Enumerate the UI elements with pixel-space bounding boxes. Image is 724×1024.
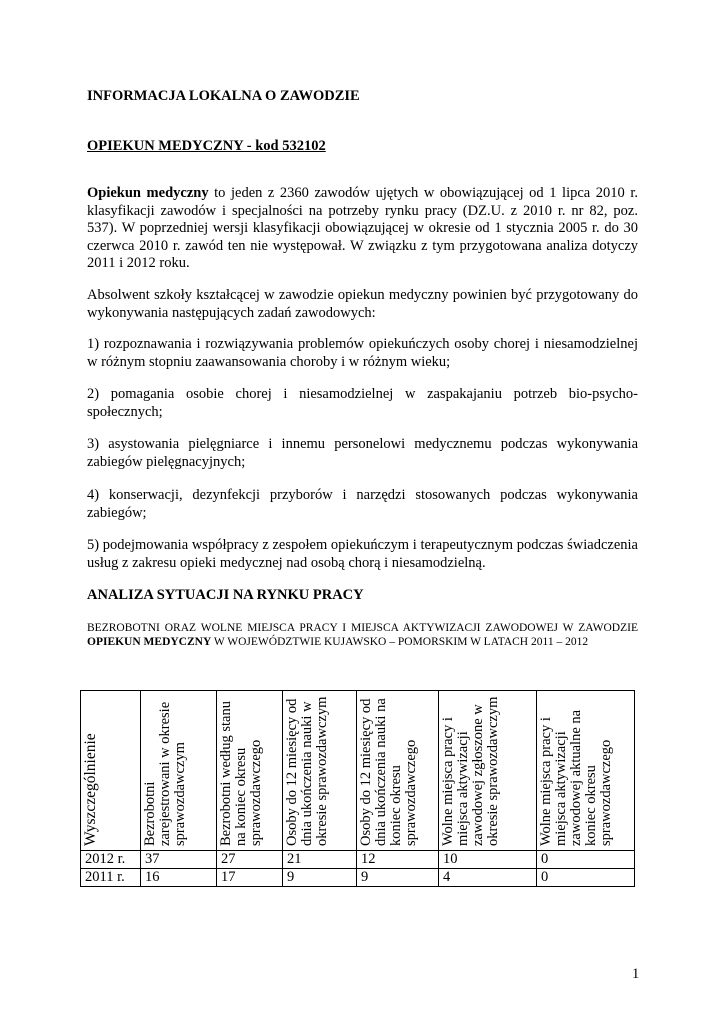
table-cell: 2012 r. (81, 851, 141, 869)
header-cell: Wolne miejsca pracy i miejsca aktywizacji zawodowej aktualne na koniec okresu sprawozdawczego (538, 709, 614, 846)
header-cell: Bezrobotni według stanu na koniec okresu sprawozdawczego (218, 701, 264, 846)
table-row (81, 869, 635, 887)
intro-text: to jeden z 2360 zawodów ujętych w obowiązującej od 1 lipca 2010 r. klasyfikacji zawodów i specjalności na potrzeby rynku pracy (DZ.U. z 2010 r. nr 82, poz. 537). W poprzedniej wersji klasyfikacji obowiązującej w okresie od 1 stycznia 2005 r. do 30 czerwca 2010 r. zawód ten nie występował. W związku z tym przygotowana analiza dotyczy 2011 i 2012 roku. (87, 185, 638, 271)
table-cell: 12 (357, 851, 439, 869)
table-cell: 9 (283, 869, 357, 887)
analysis-heading: ANALIZA SYTUACJI NA RYNKU PRACY (87, 587, 364, 603)
table-caption-a: BEZROBOTNI ORAZ WOLNE MIEJSCA PRACY I MIEJSCA AKTYWIZACJI ZAWODOWEJ W ZAWODZIE (87, 622, 638, 634)
labour-market-table (80, 690, 635, 887)
table-cell: 4 (439, 869, 537, 887)
table-cell: 37 (141, 851, 217, 869)
paragraph-2: Absolwent szkoły kształcącej w zawodzie opiekun medyczny powinien być przygotowany do wykonywania następujących zadań zawodowych: (87, 287, 638, 321)
table-row (81, 851, 635, 869)
page-number: 1 (632, 966, 640, 982)
task-4: 4) konserwacji, dezynfekcji przyborów i narzędzi stosowanych podczas wykonywania zabiegów; (87, 487, 638, 521)
intro-bold: Opiekun medyczny (87, 185, 209, 201)
header-cell: Wolne miejsca pracy i miejsca aktywizacji zawodowej zgłoszone w okresie sprawozdawczym (440, 696, 501, 846)
table-cell: 27 (217, 851, 283, 869)
table-cell: 10 (439, 851, 537, 869)
intro-paragraph (87, 185, 638, 273)
table-cell: 0 (537, 851, 635, 869)
table-header-row (81, 691, 635, 851)
header-cell: Wyszczególnienie (82, 733, 99, 846)
task-1: 1) rozpoznawania i rozwiązywania problemów opiekuńczych osoby chorej i niesamodzielnej w różnym stopniu zaawansowania choroby i w różnym wieku; (87, 336, 638, 370)
table-cell: 17 (217, 869, 283, 887)
occupation-heading: OPIEKUN MEDYCZNY - kod 532102 (87, 138, 326, 154)
task-3: 3) asystowania pielęgniarce i innemu personelowi medycznemu podczas wykonywania zabiegów pielęgnacyjnych; (87, 436, 638, 470)
table-cell: 21 (283, 851, 357, 869)
header-cell: Osoby do 12 miesięcy od dnia ukończenia nauki w okresie sprawozdawczym (284, 696, 330, 846)
table-caption-bold: OPIEKUN MEDYCZNY (87, 636, 212, 648)
table-cell: 16 (141, 869, 217, 887)
header-cell: Osoby do 12 miesięcy od dnia ukończenia nauki na koniec okresu sprawozdawczego (358, 698, 419, 846)
table-cell: 9 (357, 869, 439, 887)
task-5: 5) podejmowania współpracy z zespołem opiekuńczym i terapeutycznym podczas świadczenia usług z zakresu opieki medycznej nad osobą chorą i niesamodzielną. (87, 537, 638, 571)
header-cell: Bezrobotni zarejestrowani w okresie sprawozdawczym (142, 701, 188, 846)
table-caption (87, 621, 638, 649)
document-title: INFORMACJA LOKALNA O ZAWODZIE (87, 88, 360, 104)
table-cell: 2011 r. (81, 869, 141, 887)
table-cell: 0 (537, 869, 635, 887)
task-2: 2) pomagania osobie chorej i niesamodzielnej w zaspakajaniu potrzeb bio-psycho-społecznych; (87, 386, 638, 420)
table-caption-b: W WOJEWÓDZTWIE KUJAWSKO – POMORSKIM W LATACH 2011 – 2012 (211, 636, 589, 648)
